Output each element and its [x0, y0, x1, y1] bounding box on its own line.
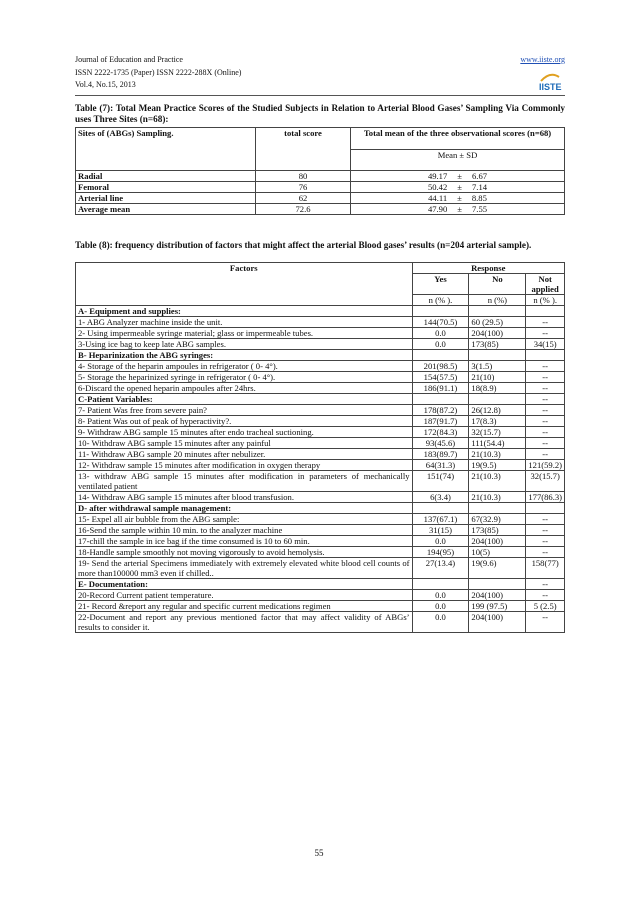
t7-site: Femoral [76, 182, 256, 193]
logo-text: IISTE [539, 82, 562, 92]
t8-factor: 8- Patient Was out of peak of hyperactivity?. [76, 416, 413, 427]
table-row [76, 339, 565, 350]
t8-not-applied: -- [526, 405, 565, 416]
t8-yes [412, 503, 469, 514]
t8-factor: 6-Discard the opened heparin ampoules after 24hrs. [76, 383, 413, 394]
t8-header-no: No [469, 274, 526, 295]
t8-factor: 17-chill the sample in ice bag if the time consumed is 10 to 60 min. [76, 536, 413, 547]
t8-yes: 187(91.7) [412, 416, 469, 427]
t8-header-n-yes: n (% ). [412, 295, 469, 306]
table-row [76, 590, 565, 601]
t8-factor: 3-Using ice bag to keep late ABG samples. [76, 339, 413, 350]
t8-yes [412, 350, 469, 361]
t8-yes: 0.0 [412, 328, 469, 339]
t8-yes: 201(98.5) [412, 361, 469, 372]
running-header [75, 54, 565, 92]
t8-yes: 64(31.3) [412, 460, 469, 471]
table-row [76, 204, 565, 215]
t8-not-applied: -- [526, 612, 565, 633]
table-row [76, 449, 565, 460]
t8-yes: 6(3.4) [412, 492, 469, 503]
t8-factor: 18-Handle sample smoothly not moving vigorously to avoid hemolysis. [76, 547, 413, 558]
header-rule [75, 95, 565, 96]
t8-yes: 151(74) [412, 471, 469, 492]
t8-no: 111(54.4) [469, 438, 526, 449]
t7-pm: ± [457, 193, 462, 203]
table-row [76, 460, 565, 471]
t8-not-applied: -- [526, 328, 565, 339]
t8-factor: 19- Send the arterial Specimens immediately with extremely elevated white blood cell counts of more than100000 mm3 even if chilled.. [76, 558, 413, 579]
t8-factor: B- Heparinization the ABG syringes: [76, 350, 413, 361]
t8-no: 173(85) [469, 525, 526, 536]
t8-header-n-na: n (% ). [526, 295, 565, 306]
table-row [76, 514, 565, 525]
t8-yes: 137(67.1) [412, 514, 469, 525]
t8-no: 21(10.3) [469, 471, 526, 492]
table-row [76, 328, 565, 339]
t8-factor: D- after withdrawal sample management: [76, 503, 413, 514]
t8-yes: 0.0 [412, 601, 469, 612]
page-number: 55 [314, 848, 324, 858]
table-row [76, 558, 565, 579]
t8-no: 21(10.3) [469, 492, 526, 503]
t7-pm: ± [457, 171, 462, 181]
t8-no: 21(10) [469, 372, 526, 383]
t8-header-not-applied: Not applied [526, 274, 565, 295]
t8-factor: 15- Expel all air bubble from the ABG sample: [76, 514, 413, 525]
t8-yes: 27(13.4) [412, 558, 469, 579]
table-row [76, 350, 565, 361]
t8-yes: 194(95) [412, 547, 469, 558]
table-row [76, 492, 565, 503]
t8-no: 204(100) [469, 612, 526, 633]
t8-not-applied [526, 350, 565, 361]
t7-mean: 50.42 [427, 182, 448, 192]
table8-caption: Table (8): frequency distribution of factors that might affect the arterial Blood gases’ results (n=204 arterial sample). [75, 240, 532, 250]
t8-yes: 154(57.5) [412, 372, 469, 383]
table7 [75, 127, 565, 215]
t8-no [469, 579, 526, 590]
t7-sd: 8.85 [471, 193, 487, 203]
t8-no [469, 350, 526, 361]
table-row [76, 547, 565, 558]
t7-total: 72.6 [256, 204, 351, 215]
t7-mean: 49.17 [427, 171, 448, 181]
t8-not-applied: -- [526, 427, 565, 438]
t8-yes: 172(84.3) [412, 427, 469, 438]
t8-no: 67(32.9) [469, 514, 526, 525]
t8-factor: 13- withdraw ABG sample 15 minutes after modification in parameters of mechanically ventilated patient [76, 471, 413, 492]
t8-not-applied: -- [526, 361, 565, 372]
table8 [75, 262, 565, 633]
t7-site: Arterial line [76, 193, 256, 204]
t8-factor: 2- Using impermeable syringe material; glass or impermeable tubes. [76, 328, 413, 339]
journal-name: Journal of Education and Practice [75, 55, 183, 64]
table-row [76, 306, 565, 317]
t7-pm: ± [457, 182, 462, 192]
journal-url-link[interactable]: www.iiste.org [520, 55, 565, 64]
table-row [76, 601, 565, 612]
t7-mean-sd [351, 182, 565, 193]
t8-header-n-no: n (%) [469, 295, 526, 306]
t8-yes: 0.0 [412, 339, 469, 350]
table-row [76, 525, 565, 536]
table-row [76, 182, 565, 193]
t8-factor: 21- Record &report any regular and specific current medications regimen [76, 601, 413, 612]
t8-yes: 31(15) [412, 525, 469, 536]
t8-not-applied: -- [526, 579, 565, 590]
t8-yes: 0.0 [412, 536, 469, 547]
t8-factor: 12- Withdraw sample 15 minutes after modification in oxygen therapy [76, 460, 413, 471]
t8-not-applied: -- [526, 438, 565, 449]
t7-pm: ± [457, 204, 462, 214]
t7-header-sites: Sites of (ABGs) Sampling. [76, 128, 256, 171]
t7-mean-sd [351, 204, 565, 215]
t7-total: 62 [256, 193, 351, 204]
t8-not-applied: -- [526, 383, 565, 394]
t8-not-applied [526, 503, 565, 514]
t8-not-applied: 121(59.2) [526, 460, 565, 471]
t8-no: 17(8.3) [469, 416, 526, 427]
t8-no: 10(5) [469, 547, 526, 558]
t8-no: 204(100) [469, 590, 526, 601]
t8-no: 21(10.3) [469, 449, 526, 460]
t7-sd: 6.67 [472, 171, 488, 181]
t8-not-applied: -- [526, 317, 565, 328]
t8-yes: 178(87.2) [412, 405, 469, 416]
t7-site: Radial [76, 171, 256, 182]
t7-total: 76 [256, 182, 351, 193]
t8-no: 18(8.9) [469, 383, 526, 394]
t7-header-total: total score [256, 128, 351, 171]
t8-factor: 5- Storage the heparinized syringe in refrigerator ( 0- 4°). [76, 372, 413, 383]
table-row [76, 193, 565, 204]
t7-mean: 44.11 [428, 193, 448, 203]
t8-yes [412, 394, 469, 405]
t8-yes: 93(45.6) [412, 438, 469, 449]
table-row [76, 612, 565, 633]
t8-yes [412, 306, 469, 317]
t8-no: 204(100) [469, 536, 526, 547]
t8-no: 199 (97.5) [469, 601, 526, 612]
t8-factor: C-Patient Variables: [76, 394, 413, 405]
t8-not-applied: 5 (2.5) [526, 601, 565, 612]
table-row [76, 503, 565, 514]
t7-site: Average mean [76, 204, 256, 215]
t7-total: 80 [256, 171, 351, 182]
table-row [76, 579, 565, 590]
t8-header-yes: Yes [412, 274, 469, 295]
t8-no: 19(9.6) [469, 558, 526, 579]
t8-factor: 7- Patient Was free from severe pain? [76, 405, 413, 416]
table-row [76, 427, 565, 438]
t8-not-applied: -- [526, 525, 565, 536]
table-row [76, 438, 565, 449]
issn: ISSN 2222-1735 (Paper) ISSN 2222-288X (Online) [75, 67, 242, 77]
t8-not-applied: -- [526, 372, 565, 383]
table-row [76, 171, 565, 182]
t7-header-meansd: Mean ± SD [351, 149, 565, 171]
t8-not-applied: -- [526, 547, 565, 558]
t8-not-applied: -- [526, 536, 565, 547]
t8-not-applied: 34(15) [526, 339, 565, 350]
table-row [76, 536, 565, 547]
table-row [76, 471, 565, 492]
t8-header-factors: Factors [76, 263, 413, 306]
table-row [76, 372, 565, 383]
table7-caption: Table (7): Total Mean Practice Scores of the Studied Subjects in Relation to Arterial Blood Gases’ Sampling Via Commonly uses Three Sites (n=68): [75, 103, 565, 124]
t8-yes: 0.0 [412, 590, 469, 601]
t8-not-applied: 177(86.3) [526, 492, 565, 503]
t8-factor: 22-Document and report any previous mentioned factor that may affect validity of ABGs’ results to consider it. [76, 612, 413, 633]
t8-yes: 0.0 [412, 612, 469, 633]
t8-not-applied: 158(77) [526, 558, 565, 579]
t8-no: 60 (29.5) [469, 317, 526, 328]
t8-not-applied [526, 306, 565, 317]
t8-factor: 4- Storage of the heparin ampoules in refrigerator ( 0- 4°). [76, 361, 413, 372]
t8-no: 19(9.5) [469, 460, 526, 471]
t8-no: 32(15.7) [469, 427, 526, 438]
t7-sd: 7.55 [472, 204, 488, 214]
t8-not-applied: 32(15.7) [526, 471, 565, 492]
t8-not-applied: -- [526, 449, 565, 460]
table-row [76, 317, 565, 328]
t8-factor: 10- Withdraw ABG sample 15 minutes after any painful [76, 438, 413, 449]
t8-yes: 186(91.1) [412, 383, 469, 394]
table-row [76, 361, 565, 372]
t8-no [469, 503, 526, 514]
t7-mean: 47.90 [427, 204, 448, 214]
t7-mean-sd [351, 193, 565, 204]
t8-yes: 144(70.5) [412, 317, 469, 328]
t8-no: 3(1.5) [469, 361, 526, 372]
t8-not-applied: -- [526, 514, 565, 525]
t8-factor: 11- Withdraw ABG sample 20 minutes after nebulizer. [76, 449, 413, 460]
t8-yes: 183(89.7) [412, 449, 469, 460]
t8-factor: 1- ABG Analyzer machine inside the unit. [76, 317, 413, 328]
t8-factor: 20-Record Current patient temperature. [76, 590, 413, 601]
table-row [76, 383, 565, 394]
t8-no: 204(100) [469, 328, 526, 339]
t8-factor: 9- Withdraw ABG sample 15 minutes after endo tracheal suctioning. [76, 427, 413, 438]
t7-header-mean: Total mean of the three observational scores (n=68) [351, 128, 565, 150]
iiste-logo [539, 70, 561, 92]
volume: Vol.4, No.15, 2013 [75, 80, 136, 89]
table-row [76, 416, 565, 427]
t8-no [469, 306, 526, 317]
t8-not-applied: -- [526, 416, 565, 427]
t8-no [469, 394, 526, 405]
t7-mean-sd [351, 171, 565, 182]
t8-header-response: Response [412, 263, 564, 274]
t8-not-applied: -- [526, 394, 565, 405]
t8-yes [412, 579, 469, 590]
t8-factor: 16-Send the sample within 10 min. to the analyzer machine [76, 525, 413, 536]
t8-no: 26(12.8) [469, 405, 526, 416]
t8-not-applied: -- [526, 590, 565, 601]
table-row [76, 405, 565, 416]
table-row [76, 394, 565, 405]
t7-sd: 7.14 [472, 182, 488, 192]
t8-factor: A- Equipment and supplies: [76, 306, 413, 317]
t8-factor: E- Documentation: [76, 579, 413, 590]
t8-no: 173(85) [469, 339, 526, 350]
t8-factor: 14- Withdraw ABG sample 15 minutes after blood transfusion. [76, 492, 413, 503]
